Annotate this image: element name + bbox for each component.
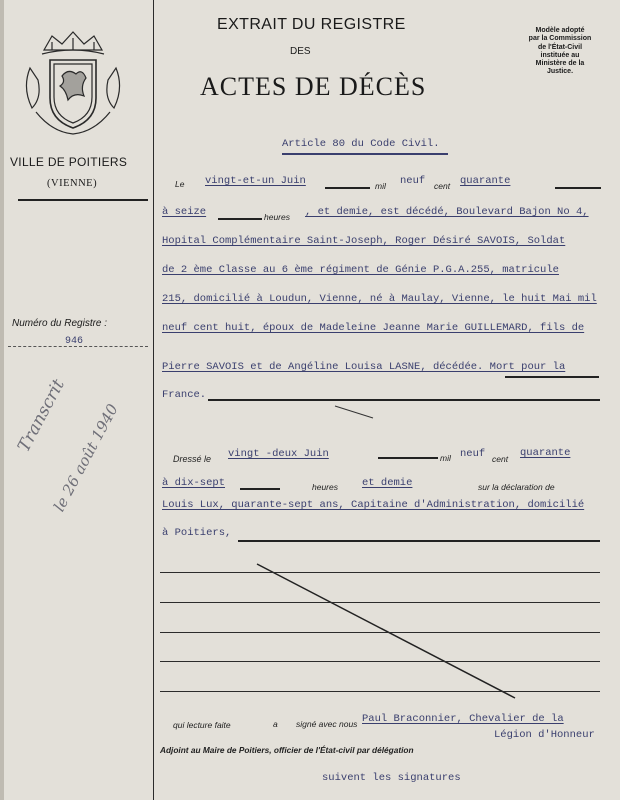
blank-line [160,632,600,633]
word-neuf-2: neuf [460,448,486,460]
death-year: quarante [460,175,511,187]
signatures-note: suivent les signatures [322,772,461,784]
handwritten-margin-note-line1: Transcrit [14,376,69,456]
label-mil: mil [375,181,386,191]
registry-number: 946 [65,336,84,347]
paper-edge [0,0,4,800]
header-title-line2: ACTES DE DÉCÈS [200,72,427,101]
label-dresse: Dressé le [173,454,212,464]
act-hour-rule [240,488,280,490]
act-date: vingt -deux Juin [228,448,329,460]
label-heures-2: heures [312,482,338,492]
act-line-5: 215, domicilié à Loudun, Vienne, né à Maulay, Vienne, le huit Mai mil [162,293,597,305]
word-neuf: neuf [400,175,426,187]
act-line-2: , et demie, est décédé, Boulevard Bajon No 4, [305,206,589,218]
act-demie: et demie [362,477,413,489]
officer-title: Adjoint au Maire de Poitiers, officier de l'État-civil par délégation [160,745,414,755]
label-lecture: qui lecture faite [173,720,231,730]
label-a: a [273,719,278,729]
act-line-8: France. [162,389,207,401]
declarant-closing-rule [238,540,600,542]
sidebar-rule [18,199,148,201]
registry-dotted-line [8,346,148,347]
officer-honor: Légion d'Honneur [494,729,595,741]
act-hour: à dix-sept [162,477,226,489]
blank-line [160,691,600,692]
header-des: DES [290,46,311,57]
hour-rule [218,218,262,220]
act-line-3: Hopital Complémentaire Saint-Joseph, Roger Désiré SAVOIS, Soldat [162,235,566,247]
act-line-7: Pierre SAVOIS et de Angéline Louisa LASNE, décédée. Mort pour la [162,361,566,373]
blank-line [160,661,600,662]
article-underline [282,153,448,155]
date-rule [325,187,370,189]
label-mil-2: mil [440,453,451,463]
coat-of-arms-icon [22,28,124,138]
model-note: Modèle adopté par la Commission de l'État-Civil instituée au Ministère de la Justice. [528,27,592,76]
declarant-line: Louis Lux, quarante-sept ans, Capitaine d'Administration, domicilié [162,499,585,511]
handwritten-margin-note-line2: le 26 août 1940 [50,401,122,515]
article-reference: Article 80 du Code Civil. [282,138,440,150]
year-rule [555,187,601,189]
act-date-rule [378,457,438,459]
label-heures: heures [264,212,290,222]
label-signe: signé avec nous [296,719,358,729]
death-hour: à seize [162,206,207,218]
label-declaration: sur la déclaration de [478,482,555,492]
label-cent-2: cent [492,454,509,464]
declarant-line-2: à Poitiers, [162,527,232,539]
blank-line [160,572,600,573]
death-date: vingt-et-un Juin [205,175,306,187]
header-title-line1: EXTRAIT DU REGISTRE [217,16,406,33]
registry-number-label: Numéro du Registre : [12,318,108,329]
department: (VIENNE) [47,178,98,189]
officer-name: Paul Braconnier, Chevalier de la [362,713,564,725]
label-le: Le [175,179,185,189]
mort-underline [505,376,599,378]
blank-line [160,602,600,603]
act-line-4: de 2 ème Classe au 6 ème régiment de Génie P.G.A.255, matricule [162,264,559,276]
act-year: quarante [520,447,571,459]
city-name: VILLE DE POITIERS [10,155,128,169]
label-cent: cent [434,181,451,191]
act-line-6: neuf cent huit, époux de Madeleine Jeanne Marie GUILLEMARD, fils de [162,322,585,334]
